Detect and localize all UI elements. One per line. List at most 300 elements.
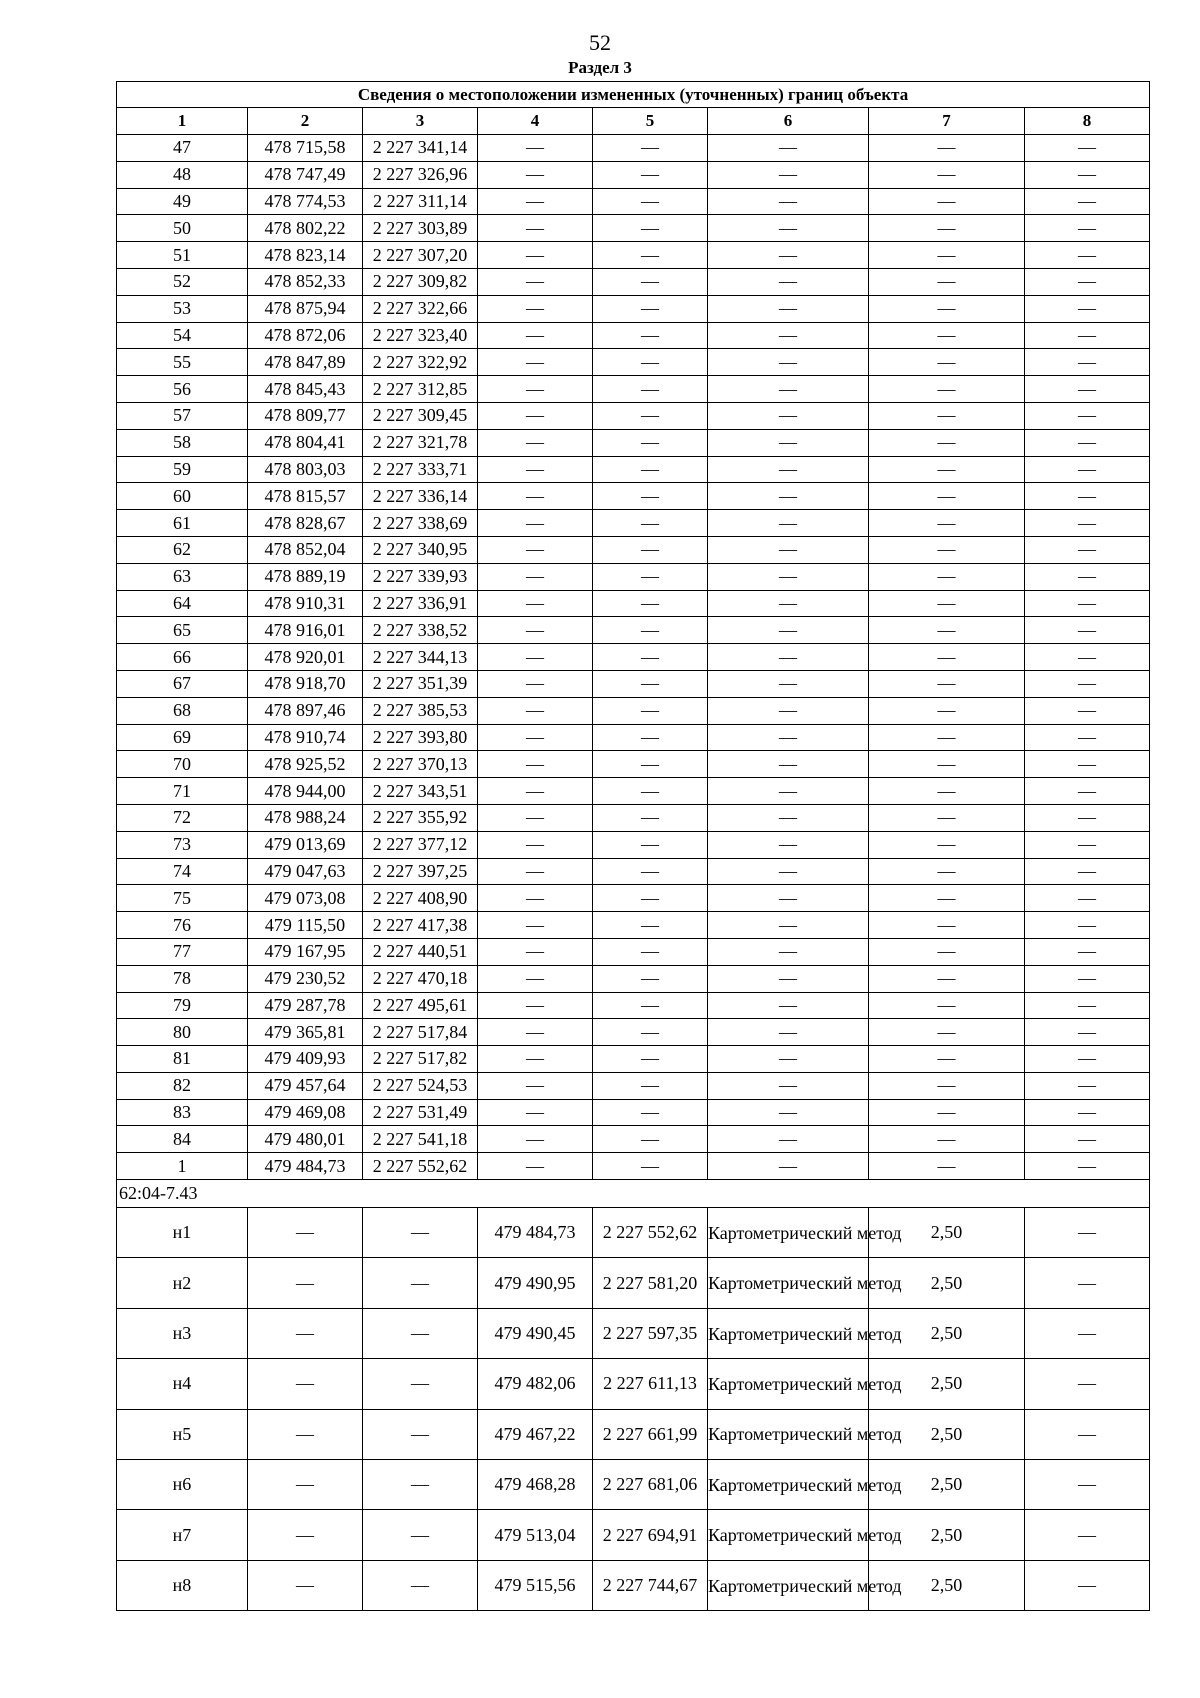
table-cell: — — [708, 858, 869, 885]
table-cell: 80 — [117, 1019, 248, 1046]
column-header-3: 3 — [363, 108, 478, 135]
table-cell: 63 — [117, 563, 248, 590]
table-cell: н7 — [117, 1510, 248, 1560]
table-cell: — — [708, 188, 869, 215]
table-row — [117, 912, 1150, 939]
table-cell: 2 227 440,51 — [363, 938, 478, 965]
table-cell: 2 227 661,99 — [593, 1409, 708, 1459]
table-cell: — — [593, 885, 708, 912]
table-cell: — — [708, 295, 869, 322]
table-cell: 2 227 581,20 — [593, 1258, 708, 1308]
table-cell: — — [708, 349, 869, 376]
table-cell: — — [363, 1510, 478, 1560]
table-cell: — — [248, 1308, 363, 1358]
table-cell: — — [478, 483, 593, 510]
table-row — [117, 1409, 1150, 1459]
table-cell: — — [593, 188, 708, 215]
table-row — [117, 483, 1150, 510]
table-cell: 50 — [117, 215, 248, 242]
table-cell: — — [593, 268, 708, 295]
table-cell: — — [1025, 1072, 1150, 1099]
table-cell: — — [1025, 1409, 1150, 1459]
table-cell: 478 897,46 — [248, 697, 363, 724]
table-row — [117, 1308, 1150, 1358]
table-cell: 79 — [117, 992, 248, 1019]
table-cell: — — [363, 1208, 478, 1258]
subsection-label: 62:04-7.43 — [117, 1180, 1150, 1208]
table-cell: 2 227 322,66 — [363, 295, 478, 322]
table-cell: — — [478, 644, 593, 671]
table-cell: 2 227 517,84 — [363, 1019, 478, 1046]
table-cell: — — [1025, 751, 1150, 778]
table-cell: 83 — [117, 1099, 248, 1126]
column-header-row — [117, 108, 1150, 135]
table-cell: 2 227 517,82 — [363, 1046, 478, 1073]
table-cell: 61 — [117, 510, 248, 537]
table-cell: — — [708, 1019, 869, 1046]
table-cell: н5 — [117, 1409, 248, 1459]
table-cell: — — [1025, 1126, 1150, 1153]
table-cell: 81 — [117, 1046, 248, 1073]
table-cell: — — [593, 295, 708, 322]
table-cell: — — [708, 992, 869, 1019]
table-cell: — — [363, 1359, 478, 1409]
table-cell: 479 515,56 — [478, 1560, 593, 1610]
table-cell: 2,50 — [869, 1359, 1025, 1409]
table-cell: — — [869, 1019, 1025, 1046]
table-cell: 2 227 341,14 — [363, 135, 478, 162]
table-cell: 2,50 — [869, 1409, 1025, 1459]
table-cell: 2 227 417,38 — [363, 912, 478, 939]
table-cell: 2 227 597,35 — [593, 1308, 708, 1358]
table-row — [117, 1208, 1150, 1258]
table-cell: — — [1025, 429, 1150, 456]
table-cell: — — [708, 563, 869, 590]
table-cell: 2 227 495,61 — [363, 992, 478, 1019]
table-cell: — — [1025, 1510, 1150, 1560]
table-row — [117, 402, 1150, 429]
table-cell: — — [478, 858, 593, 885]
table-cell: — — [869, 644, 1025, 671]
table-cell: 479 484,73 — [248, 1153, 363, 1180]
table-cell: 70 — [117, 751, 248, 778]
table-cell: — — [869, 938, 1025, 965]
table-cell: — — [708, 1099, 869, 1126]
column-header-6: 6 — [708, 108, 869, 135]
table-cell: — — [478, 751, 593, 778]
table-cell: — — [708, 724, 869, 751]
table-cell: 74 — [117, 858, 248, 885]
table-cell: — — [593, 483, 708, 510]
table-cell: — — [593, 858, 708, 885]
table-cell: 2 227 531,49 — [363, 1099, 478, 1126]
table-cell: 2,50 — [869, 1460, 1025, 1510]
column-header-5: 5 — [593, 108, 708, 135]
table-cell: 2 227 524,53 — [363, 1072, 478, 1099]
table-row — [117, 885, 1150, 912]
table-cell: — — [869, 402, 1025, 429]
table-cell: — — [708, 402, 869, 429]
table-cell: — — [708, 242, 869, 269]
table-row — [117, 1560, 1150, 1610]
table-cell: — — [869, 295, 1025, 322]
table-cell: 2 227 343,51 — [363, 778, 478, 805]
table-cell: 479 490,45 — [478, 1308, 593, 1358]
table-cell: 76 — [117, 912, 248, 939]
table-cell: 478 847,89 — [248, 349, 363, 376]
table-cell: 479 287,78 — [248, 992, 363, 1019]
table-row — [117, 1046, 1150, 1073]
table-cell: 479 230,52 — [248, 965, 363, 992]
table-cell: — — [478, 724, 593, 751]
table-cell: — — [869, 510, 1025, 537]
table-cell: 478 910,74 — [248, 724, 363, 751]
table-cell: — — [363, 1258, 478, 1308]
table-cell: 68 — [117, 697, 248, 724]
table-cell: — — [869, 1126, 1025, 1153]
table-cell: — — [869, 724, 1025, 751]
table-cell: 479 467,22 — [478, 1409, 593, 1459]
table-cell: н8 — [117, 1560, 248, 1610]
table-cell: — — [1025, 135, 1150, 162]
table-cell: — — [869, 965, 1025, 992]
boundary-table — [116, 81, 1150, 1611]
table-cell: — — [478, 617, 593, 644]
table-cell: 479 365,81 — [248, 1019, 363, 1046]
table-cell: — — [478, 885, 593, 912]
table-cell: 48 — [117, 161, 248, 188]
table-cell: — — [1025, 670, 1150, 697]
table-cell: 478 920,01 — [248, 644, 363, 671]
table-cell: — — [478, 670, 593, 697]
table-cell: 2 227 681,06 — [593, 1460, 708, 1510]
table-cell: 2 227 355,92 — [363, 804, 478, 831]
column-header-7: 7 — [869, 108, 1025, 135]
table-cell: 2 227 307,20 — [363, 242, 478, 269]
table-cell: 479 013,69 — [248, 831, 363, 858]
table-cell: — — [478, 295, 593, 322]
table-cell: — — [593, 161, 708, 188]
table-cell: 478 925,52 — [248, 751, 363, 778]
column-header-1: 1 — [117, 108, 248, 135]
table-cell: — — [478, 912, 593, 939]
table-cell: 479 482,06 — [478, 1359, 593, 1409]
table-cell: 2 227 336,91 — [363, 590, 478, 617]
table-cell: 478 910,31 — [248, 590, 363, 617]
table-row — [117, 590, 1150, 617]
table-row — [117, 349, 1150, 376]
table-title: Сведения о местоположении измененных (уточненных) границ объекта — [117, 82, 1150, 108]
method-cell: Картометрический метод — [708, 1258, 869, 1308]
table-cell: — — [478, 804, 593, 831]
table-row — [117, 858, 1150, 885]
table-cell: — — [708, 483, 869, 510]
table-cell: — — [869, 563, 1025, 590]
table-cell: — — [869, 831, 1025, 858]
table-row — [117, 188, 1150, 215]
table-cell: — — [478, 135, 593, 162]
table-row — [117, 268, 1150, 295]
table-cell: 2 227 408,90 — [363, 885, 478, 912]
table-cell: — — [708, 1153, 869, 1180]
table-cell: — — [1025, 885, 1150, 912]
table-cell: — — [478, 1072, 593, 1099]
table-cell: 478 916,01 — [248, 617, 363, 644]
table-cell: — — [1025, 1560, 1150, 1610]
table-cell: — — [1025, 1099, 1150, 1126]
table-cell: 84 — [117, 1126, 248, 1153]
table-cell: — — [1025, 349, 1150, 376]
table-cell: 73 — [117, 831, 248, 858]
table-cell: — — [869, 617, 1025, 644]
table-cell: — — [708, 135, 869, 162]
subsection-row — [117, 1180, 1150, 1208]
table-cell: — — [1025, 590, 1150, 617]
table-row — [117, 751, 1150, 778]
method-cell: Картометрический метод — [708, 1308, 869, 1358]
table-row — [117, 1072, 1150, 1099]
table-cell: — — [478, 161, 593, 188]
table-cell: 2,50 — [869, 1208, 1025, 1258]
table-cell: — — [478, 938, 593, 965]
table-cell: 2 227 470,18 — [363, 965, 478, 992]
table-cell: 2 227 694,91 — [593, 1510, 708, 1560]
section-title: Раздел 3 — [568, 58, 632, 77]
table-cell: 2 227 311,14 — [363, 188, 478, 215]
table-cell: 2 227 312,85 — [363, 376, 478, 403]
table-cell: 2 227 351,39 — [363, 670, 478, 697]
table-cell: 479 480,01 — [248, 1126, 363, 1153]
table-cell: — — [478, 402, 593, 429]
table-cell: — — [248, 1359, 363, 1409]
table-cell: — — [248, 1208, 363, 1258]
table-cell: — — [593, 751, 708, 778]
table-cell: 64 — [117, 590, 248, 617]
table-cell: — — [478, 215, 593, 242]
table-cell: 2 227 370,13 — [363, 751, 478, 778]
column-header-4: 4 — [478, 108, 593, 135]
method-cell: Картометрический метод — [708, 1510, 869, 1560]
table-cell: — — [593, 804, 708, 831]
table-cell: н3 — [117, 1308, 248, 1358]
table-cell: 52 — [117, 268, 248, 295]
table-cell: — — [869, 135, 1025, 162]
table-cell: — — [363, 1409, 478, 1459]
table-cell: — — [869, 590, 1025, 617]
table-cell: — — [478, 510, 593, 537]
table-cell: 72 — [117, 804, 248, 831]
table-cell: — — [478, 1046, 593, 1073]
table-cell: 69 — [117, 724, 248, 751]
table-cell: 2 227 326,96 — [363, 161, 478, 188]
table-row — [117, 644, 1150, 671]
table-cell: — — [593, 831, 708, 858]
table-cell: 478 803,03 — [248, 456, 363, 483]
table-cell: 478 852,04 — [248, 536, 363, 563]
table-cell: — — [478, 831, 593, 858]
table-cell: — — [1025, 1019, 1150, 1046]
table-cell: 2 227 611,13 — [593, 1359, 708, 1409]
table-cell: 2 227 344,13 — [363, 644, 478, 671]
table-cell: 478 804,41 — [248, 429, 363, 456]
table-cell: 47 — [117, 135, 248, 162]
table-cell: — — [708, 322, 869, 349]
table-cell: 2 227 336,14 — [363, 483, 478, 510]
table-cell: — — [708, 268, 869, 295]
table-row — [117, 617, 1150, 644]
table-cell: — — [1025, 697, 1150, 724]
table-cell: — — [1025, 965, 1150, 992]
table-row — [117, 670, 1150, 697]
table-row — [117, 938, 1150, 965]
table-cell: н1 — [117, 1208, 248, 1258]
table-row — [117, 1019, 1150, 1046]
table-cell: — — [708, 751, 869, 778]
table-cell: — — [593, 536, 708, 563]
table-cell: 2 227 397,25 — [363, 858, 478, 885]
table-cell: 478 828,67 — [248, 510, 363, 537]
table-cell: 78 — [117, 965, 248, 992]
table-cell: 2 227 303,89 — [363, 215, 478, 242]
column-header-8: 8 — [1025, 108, 1150, 135]
table-cell: 54 — [117, 322, 248, 349]
table-row — [117, 376, 1150, 403]
table-cell: 2 227 393,80 — [363, 724, 478, 751]
table-cell: — — [869, 912, 1025, 939]
table-cell: 2 227 322,92 — [363, 349, 478, 376]
table-cell: — — [1025, 858, 1150, 885]
table-cell: 58 — [117, 429, 248, 456]
table-cell: — — [1025, 992, 1150, 1019]
table-cell: — — [708, 536, 869, 563]
table-row — [117, 135, 1150, 162]
table-cell: 2 227 552,62 — [363, 1153, 478, 1180]
table-cell: 2 227 309,82 — [363, 268, 478, 295]
table-cell: — — [478, 697, 593, 724]
table-cell: — — [1025, 376, 1150, 403]
table-cell: — — [593, 1046, 708, 1073]
table-row — [117, 1126, 1150, 1153]
table-cell: н4 — [117, 1359, 248, 1409]
column-header-2: 2 — [248, 108, 363, 135]
table-cell: 479 167,95 — [248, 938, 363, 965]
table-cell: — — [869, 778, 1025, 805]
table-cell: 479 490,95 — [478, 1258, 593, 1308]
table-cell: 82 — [117, 1072, 248, 1099]
table-cell: — — [869, 456, 1025, 483]
table-cell: 53 — [117, 295, 248, 322]
table-cell: — — [593, 912, 708, 939]
table-cell: — — [593, 429, 708, 456]
table-cell: — — [248, 1258, 363, 1308]
table-row — [117, 992, 1150, 1019]
table-row — [117, 536, 1150, 563]
table-cell: 2 227 541,18 — [363, 1126, 478, 1153]
table-cell: — — [593, 1072, 708, 1099]
table-cell: — — [593, 670, 708, 697]
table-cell: — — [708, 697, 869, 724]
table-cell: 479 073,08 — [248, 885, 363, 912]
table-cell: — — [478, 778, 593, 805]
table-cell: — — [708, 1072, 869, 1099]
table-row — [117, 724, 1150, 751]
table-cell: — — [708, 376, 869, 403]
table-cell: — — [593, 1099, 708, 1126]
table-cell: — — [1025, 1153, 1150, 1180]
table-cell: — — [248, 1510, 363, 1560]
table-cell: — — [593, 1153, 708, 1180]
table-cell: — — [478, 268, 593, 295]
table-cell: 65 — [117, 617, 248, 644]
table-cell: 62 — [117, 536, 248, 563]
table-cell: — — [1025, 1308, 1150, 1358]
table-cell: — — [593, 402, 708, 429]
table-cell: — — [708, 456, 869, 483]
table-cell: — — [478, 992, 593, 1019]
table-cell: 478 918,70 — [248, 670, 363, 697]
table-row — [117, 697, 1150, 724]
table-row — [117, 1510, 1150, 1560]
table-cell: — — [869, 483, 1025, 510]
table-cell: 2 227 385,53 — [363, 697, 478, 724]
table-row — [117, 429, 1150, 456]
table-cell: — — [869, 751, 1025, 778]
table-cell: 2 227 338,69 — [363, 510, 478, 537]
table-cell: — — [478, 590, 593, 617]
table-cell: — — [478, 536, 593, 563]
table-cell: 2 227 323,40 — [363, 322, 478, 349]
table-cell: — — [708, 1046, 869, 1073]
method-cell: Картометрический метод — [708, 1208, 869, 1258]
table-cell: — — [708, 161, 869, 188]
table-cell: — — [478, 429, 593, 456]
table-cell: — — [869, 161, 1025, 188]
table-cell: — — [593, 456, 708, 483]
table-cell: 75 — [117, 885, 248, 912]
table-cell: 479 115,50 — [248, 912, 363, 939]
table-cell: 478 944,00 — [248, 778, 363, 805]
table-cell: — — [248, 1460, 363, 1510]
table-row — [117, 1099, 1150, 1126]
table-row — [117, 1258, 1150, 1308]
table-row — [117, 1460, 1150, 1510]
table-cell: 478 889,19 — [248, 563, 363, 590]
table-cell: — — [869, 804, 1025, 831]
table-cell: 2 227 340,95 — [363, 536, 478, 563]
table-cell: — — [1025, 1460, 1150, 1510]
table-cell: 56 — [117, 376, 248, 403]
table-cell: 478 815,57 — [248, 483, 363, 510]
table-cell: — — [593, 644, 708, 671]
table-cell: — — [593, 322, 708, 349]
table-cell: — — [363, 1460, 478, 1510]
table-cell: — — [478, 1019, 593, 1046]
table-row — [117, 295, 1150, 322]
table-cell: — — [869, 1046, 1025, 1073]
table-cell: — — [708, 590, 869, 617]
table-cell: — — [248, 1409, 363, 1459]
table-cell: — — [593, 617, 708, 644]
table-cell: — — [1025, 778, 1150, 805]
table-body — [117, 135, 1150, 1611]
table-cell: — — [363, 1560, 478, 1610]
table-cell: — — [708, 778, 869, 805]
table-cell: — — [708, 938, 869, 965]
table-cell: — — [593, 349, 708, 376]
table-cell: — — [869, 188, 1025, 215]
table-cell: — — [1025, 536, 1150, 563]
table-cell: — — [593, 778, 708, 805]
